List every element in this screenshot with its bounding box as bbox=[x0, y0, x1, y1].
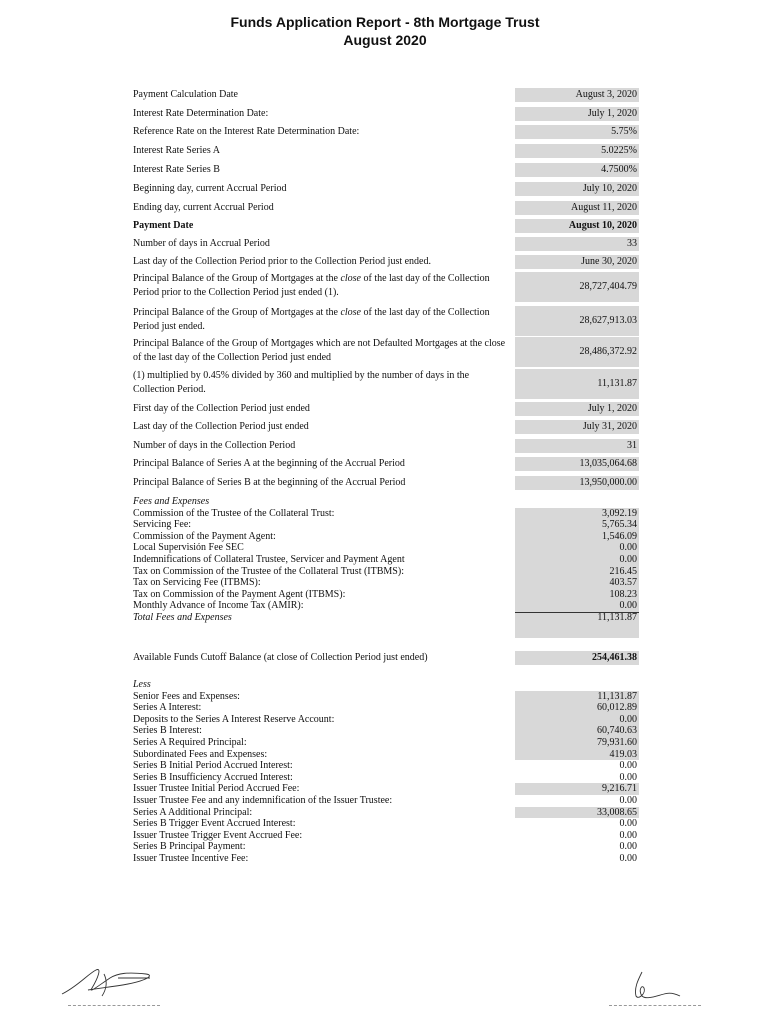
row-label: Interest Rate Series A bbox=[133, 145, 220, 156]
less-item: Deposits to the Series A Interest Reserve Account: 0.00 bbox=[133, 713, 637, 725]
row-value: 13,035,064.68 bbox=[515, 457, 639, 471]
fee-item: Commission of the Payment Agent: 1,546.09 bbox=[133, 530, 637, 542]
row-value: July 1, 2020 bbox=[515, 402, 639, 416]
row-label-continued: Period just ended. bbox=[133, 321, 205, 332]
less-item: Issuer Trustee Initial Period Accrued Fee: 9,216.71 bbox=[133, 783, 637, 795]
fee-item: Indemnifications of Collateral Trustee, Servicer and Payment Agent 0.00 bbox=[133, 553, 637, 565]
fee-item: Servicing Fee: 5,765.34 bbox=[133, 519, 637, 531]
row-value: August 3, 2020 bbox=[515, 88, 639, 102]
fees-total: Total Fees and Expenses 11,131.87 bbox=[133, 611, 637, 623]
row-value: July 1, 2020 bbox=[515, 107, 639, 121]
row-label: Beginning day, current Accrual Period bbox=[133, 183, 287, 194]
row-reference-rate bbox=[133, 125, 639, 139]
row-value: 31 bbox=[515, 439, 639, 453]
row-label: Interest Rate Series B bbox=[133, 164, 220, 175]
row-days-collection bbox=[133, 439, 639, 453]
signature-line-right bbox=[609, 1005, 701, 1006]
fee-item: Tax on Commission of the Payment Agent (ITBMS): 108.23 bbox=[133, 588, 637, 600]
row-payment-calculation-date bbox=[133, 88, 639, 102]
row-beginning-accrual-period bbox=[133, 182, 639, 196]
less-item: Issuer Trustee Fee and any indemnification of the Issuer Trustee: 0.00 bbox=[133, 794, 637, 806]
less-item: Subordinated Fees and Expenses: 419.03 bbox=[133, 748, 637, 760]
row-value: July 31, 2020 bbox=[515, 420, 639, 434]
less-item: Series B Interest: 60,740.63 bbox=[133, 725, 637, 737]
row-available-funds bbox=[133, 651, 639, 665]
row-label-continued: Collection Period. bbox=[133, 384, 206, 395]
row-payment-date bbox=[133, 219, 639, 233]
signature-left bbox=[58, 964, 168, 1004]
fees-heading: Fees and Expenses bbox=[133, 496, 210, 507]
fee-item: Local Supervisión Fee SEC 0.00 bbox=[133, 542, 637, 554]
row-value: August 11, 2020 bbox=[515, 201, 639, 215]
row-label: Principal Balance of Series B at the beginning of the Accrual Period bbox=[133, 477, 406, 488]
row-label: Principal Balance of the Group of Mortgages which are not Defaulted Mortgages at the close bbox=[133, 338, 506, 349]
less-item: Issuer Trustee Trigger Event Accrued Fee: 0.00 bbox=[133, 829, 637, 841]
row-principal-balance-not-defaulted bbox=[133, 337, 639, 367]
row-label: Payment Calculation Date bbox=[133, 89, 238, 100]
row-first-day-collection bbox=[133, 402, 639, 416]
row-label: Payment Date bbox=[133, 220, 194, 231]
row-label: Principal Balance of the Group of Mortgages at the close of the last day of the Collection bbox=[133, 273, 490, 284]
signature-line-left bbox=[68, 1005, 160, 1006]
row-value: 28,627,913.03 bbox=[515, 306, 639, 336]
row-interest-rate-series-a bbox=[133, 144, 639, 158]
less-item: Series B Trigger Event Accrued Interest: 0.00 bbox=[133, 818, 637, 830]
row-label: First day of the Collection Period just ended bbox=[133, 403, 310, 414]
row-value: 13,950,000.00 bbox=[515, 476, 639, 490]
row-label: Number of days in the Collection Period bbox=[133, 440, 296, 451]
fee-item: Tax on Commission of the Trustee of the Collateral Trust (ITBMS): 216.45 bbox=[133, 565, 637, 577]
row-value: 28,486,372.92 bbox=[515, 337, 639, 367]
row-value: 4.7500% bbox=[515, 163, 639, 177]
less-item: Series B Insufficiency Accrued Interest: 0.00 bbox=[133, 771, 637, 783]
row-value: August 10, 2020 bbox=[515, 219, 639, 233]
row-label: Number of days in Accrual Period bbox=[133, 238, 270, 249]
row-last-day-prior-collection bbox=[133, 255, 639, 269]
row-multiplied-calculation bbox=[133, 369, 639, 399]
less-item: Senior Fees and Expenses: 11,131.87 bbox=[133, 690, 637, 702]
row-value: 11,131.87 bbox=[515, 369, 639, 399]
row-value: 33 bbox=[515, 237, 639, 251]
less-item: Series A Interest: 60,012.89 bbox=[133, 702, 637, 714]
row-value: 5.0225% bbox=[515, 144, 639, 158]
row-principal-balance-just-ended bbox=[133, 306, 639, 336]
row-value: June 30, 2020 bbox=[515, 255, 639, 269]
signature-right bbox=[620, 966, 690, 1006]
report-title: Funds Application Report - 8th Mortgage Trust bbox=[230, 14, 540, 30]
row-label: Last day of the Collection Period just ended bbox=[133, 421, 309, 432]
row-principal-series-b bbox=[133, 476, 639, 490]
fee-item: Monthly Advance of Income Tax (AMIR): 0.00 bbox=[133, 600, 637, 612]
less-item: Series B Principal Payment: 0.00 bbox=[133, 841, 637, 853]
less-item: Issuer Trustee Incentive Fee: 0.00 bbox=[133, 852, 637, 864]
row-value: 28,727,404.79 bbox=[515, 272, 639, 302]
less-section bbox=[133, 679, 639, 865]
less-item: Series A Required Principal: 79,931.60 bbox=[133, 736, 637, 748]
row-value: 5.75% bbox=[515, 125, 639, 139]
row-principal-balance-prior bbox=[133, 272, 639, 302]
row-label-continued: Period prior to the Collection Period just ended (1). bbox=[133, 287, 339, 298]
row-interest-rate-determination-date bbox=[133, 107, 639, 121]
row-label: Principal Balance of Series A at the beginning of the Accrual Period bbox=[133, 458, 405, 469]
fee-item: Tax on Servicing Fee (ITBMS): 403.57 bbox=[133, 577, 637, 589]
row-days-accrual-period bbox=[133, 237, 639, 251]
row-ending-accrual-period bbox=[133, 201, 639, 215]
report-period: August 2020 bbox=[343, 32, 427, 48]
fee-item: Commission of the Trustee of the Collateral Trust: 3,092.19 bbox=[133, 507, 637, 519]
row-interest-rate-series-b bbox=[133, 163, 639, 177]
row-value: July 10, 2020 bbox=[515, 182, 639, 196]
row-label-continued: of the last day of the Collection Period just ended bbox=[133, 352, 332, 363]
row-last-day-collection bbox=[133, 420, 639, 434]
row-label: Last day of the Collection Period prior to the Collection Period just ended. bbox=[133, 256, 431, 267]
row-label: Available Funds Cutoff Balance (at close of Collection Period just ended) bbox=[133, 652, 428, 663]
row-value: 254,461.38 bbox=[515, 651, 639, 665]
row-label: Principal Balance of the Group of Mortgages at the close of the last day of the Collection bbox=[133, 307, 490, 318]
row-principal-series-a bbox=[133, 457, 639, 471]
less-heading: Less bbox=[133, 679, 151, 690]
row-label: (1) multiplied by 0.45% divided by 360 and multiplied by the number of days in the bbox=[133, 370, 470, 381]
less-item: Series A Additional Principal: 33,008.65 bbox=[133, 806, 637, 818]
row-label: Interest Rate Determination Date: bbox=[133, 108, 269, 119]
row-label: Ending day, current Accrual Period bbox=[133, 202, 274, 213]
row-label: Reference Rate on the Interest Rate Determination Date: bbox=[133, 126, 360, 137]
fees-section bbox=[133, 496, 639, 624]
less-item: Series B Initial Period Accrued Interest: 0.00 bbox=[133, 760, 637, 772]
